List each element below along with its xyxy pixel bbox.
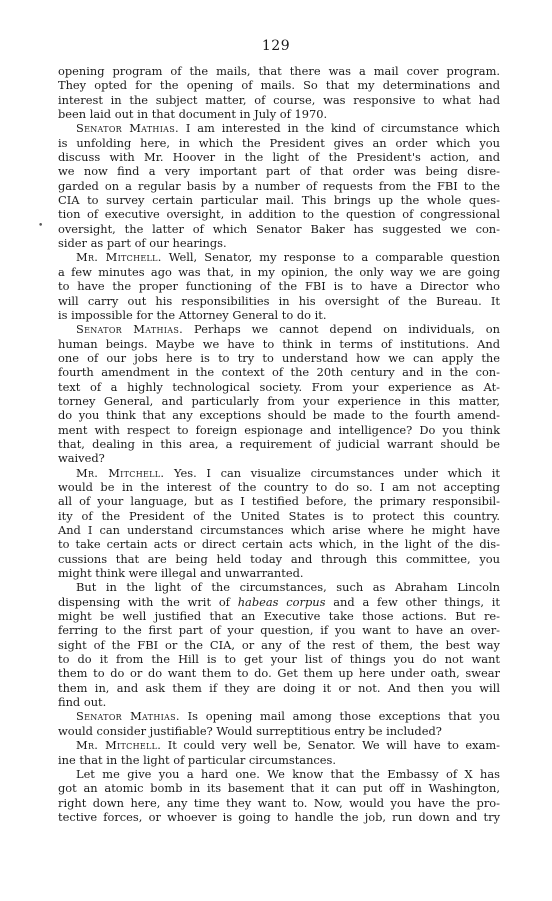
- line-text: cussions that are being held today and through this committee, you: [58, 551, 500, 566]
- text-line: [58, 595, 500, 609]
- line-text: would be in the interest of the country to do so. I am not accepting: [58, 479, 500, 494]
- text-line: [58, 394, 500, 408]
- line-text: to take certain acts or direct certain acts which, in the light of the dis-: [58, 537, 500, 552]
- speaker-name: Senator Mathias.: [76, 709, 180, 724]
- text-line: [58, 767, 500, 781]
- line-text: Perhaps we cannot depend on individuals, on: [183, 322, 500, 337]
- line-text: to have the proper functioning of the FBI is to have a Director who: [58, 279, 500, 294]
- text-line: [58, 810, 500, 824]
- text-line: [58, 351, 500, 365]
- text-line: [58, 695, 500, 709]
- text-line: [58, 638, 500, 652]
- line-text: torney General, and particularly from your experience in this matter,: [58, 393, 500, 408]
- line-text: It could very well be, Senator. We will have to exam-: [161, 738, 500, 753]
- text-line: [58, 337, 500, 351]
- text-line: [58, 308, 500, 322]
- text-line: [58, 623, 500, 637]
- line-text: might be well justified that an Executive take those actions. But re-: [58, 609, 500, 624]
- line-text: They opted for the opening of mails. So that my determinations and: [58, 78, 500, 93]
- line-text: oversight, the latter of which Senator Baker has suggested we con-: [58, 221, 500, 236]
- line-text: dispensing with the writ of: [58, 594, 238, 609]
- text-line: [58, 265, 500, 279]
- line-text: tion of executive oversight, in addition to the question of congressional: [58, 207, 500, 222]
- line-text: a few minutes ago was that, in my opinion, the only way we are going: [58, 264, 500, 279]
- text-line: [58, 121, 500, 135]
- text-line: [58, 738, 500, 752]
- text-line: [58, 294, 500, 308]
- line-text: might think were illegal and unwarranted.: [58, 566, 304, 581]
- text-line: [58, 365, 500, 379]
- line-text: been laid out in that document in July of 1970.: [58, 107, 328, 122]
- text-line: [58, 408, 500, 422]
- line-text: human beings. Maybe we have to think in terms of institutions. And: [58, 336, 500, 351]
- speaker-name: Mr. Mitchell.: [76, 738, 162, 753]
- text-line: [58, 451, 500, 465]
- line-text: to do it from the Hill is to get your list of things you do not want: [58, 652, 500, 667]
- text-line: [58, 537, 500, 551]
- text-line: [58, 207, 500, 221]
- line-text: ment with respect to foreign espionage and intelligence? Do you think: [58, 422, 500, 437]
- line-text: right down here, any time they want to. Now, would you have the pro-: [58, 795, 500, 810]
- line-text: CIA to survey certain particular mail. This brings up the whole ques-: [58, 193, 500, 208]
- text-line: [58, 681, 500, 695]
- line-text: all of your language, but as I testified before, the primary responsibil-: [58, 494, 500, 509]
- line-text: But in the light of the circumstances, such as Abraham Lincoln: [76, 580, 500, 595]
- text-line: [58, 136, 500, 150]
- line-text: I am interested in the kind of circumstance which: [178, 121, 500, 136]
- speaker-name: Mr. Mitchell.: [76, 465, 165, 480]
- line-text: do you think that any exceptions should be made to the fourth amend-: [58, 408, 500, 423]
- line-text: will carry out his responsibilities in his oversight of the Bureau. It: [58, 293, 500, 308]
- line-text: got an atomic bomb in its basement that it can put off in Washington,: [58, 781, 500, 796]
- text-line: [58, 523, 500, 537]
- text-line: [58, 724, 500, 738]
- line-text: opening program of the mails, that there was a mail cover program.: [58, 64, 500, 78]
- text-line: [58, 480, 500, 494]
- line-text: we now find a very important part of that order was being disre-: [58, 164, 500, 179]
- text-line: [58, 322, 500, 336]
- speaker-name: Mr. Mitchell.: [76, 250, 162, 265]
- text-line: [58, 222, 500, 236]
- text-line: [58, 709, 500, 723]
- text-line: [58, 78, 500, 92]
- line-text: that, dealing in this area, a requirement of judicial warrant should be: [58, 436, 500, 451]
- text-line: [58, 580, 500, 594]
- text-line: [58, 193, 500, 207]
- margin-mark: •: [38, 221, 44, 231]
- line-text: ferring to the first part of your question, if you want to have an over-: [58, 623, 500, 638]
- line-text: them in, and ask them if they are doing it or not. And then you will: [58, 680, 500, 695]
- italic-term: habeas corpus: [237, 594, 326, 609]
- text-line: [58, 279, 500, 293]
- line-text: Is opening mail among those exceptions that you: [179, 709, 500, 724]
- line-text: Yes. I can visualize circumstances under which it: [164, 465, 501, 480]
- line-text: and a few other things, it: [325, 594, 500, 609]
- line-text: interest in the subject matter, of course, was responsive to what had: [58, 92, 500, 107]
- text-line: [58, 509, 500, 523]
- line-text: them to do or do want them to do. Get them up here under oath, swear: [58, 666, 500, 681]
- line-text: would consider justifiable? Would surreptitious entry be included?: [58, 723, 442, 738]
- line-text: discuss with Mr. Hoover in the light of the President's action, and: [58, 150, 500, 165]
- text-line: [58, 796, 500, 810]
- text-line: [58, 150, 500, 164]
- line-text: is impossible for the Attorney General to do it.: [58, 307, 327, 322]
- line-text: sider as part of our hearings.: [58, 236, 227, 251]
- text-line: [58, 566, 500, 580]
- line-text: ity of the President of the United States is to protect this country.: [58, 508, 500, 523]
- text-line: [58, 64, 500, 78]
- line-text: sight of the FBI or the CIA, or any of the rest of them, the best way: [58, 637, 500, 652]
- line-text: find out.: [58, 695, 107, 710]
- text-line: [58, 494, 500, 508]
- text-line: [58, 93, 500, 107]
- text-line: [58, 179, 500, 193]
- text-line: [58, 666, 500, 680]
- body-text: [58, 64, 500, 824]
- line-text: ine that in the light of particular circumstances.: [58, 752, 337, 767]
- text-line: [58, 781, 500, 795]
- text-line: [58, 609, 500, 623]
- text-line: [58, 652, 500, 666]
- speaker-name: Senator Mathias.: [76, 322, 184, 337]
- text-line: [58, 380, 500, 394]
- line-text: tective forces, or whoever is going to handle the job, run down and try: [58, 809, 500, 824]
- line-text: waived?: [58, 451, 105, 466]
- text-line: [58, 753, 500, 767]
- line-text: garded on a regular basis by a number of requests from the FBI to the: [58, 178, 500, 193]
- text-line: [58, 250, 500, 264]
- line-text: Well, Senator, my response to a comparable question: [161, 250, 500, 265]
- text-line: [58, 423, 500, 437]
- text-line: [58, 107, 500, 121]
- page-number: 129: [261, 38, 291, 54]
- line-text: one of our jobs here is to try to understand how we can apply the: [58, 350, 500, 365]
- line-text: Let me give you a hard one. We know that the Embassy of X has: [76, 766, 500, 781]
- text-line: [58, 437, 500, 451]
- line-text: text of a highly technological society. From your experience as At-: [58, 379, 500, 394]
- text-line: [58, 466, 500, 480]
- text-line: [58, 552, 500, 566]
- speaker-name: Senator Mathias.: [76, 121, 179, 136]
- text-line: [58, 164, 500, 178]
- text-line: [58, 236, 500, 250]
- line-text: fourth amendment in the context of the 20th century and in the con-: [58, 365, 500, 380]
- line-text: And I can understand circumstances which arise where he might have: [58, 523, 500, 537]
- line-text: is unfolding here, in which the President gives an order which you: [58, 135, 500, 150]
